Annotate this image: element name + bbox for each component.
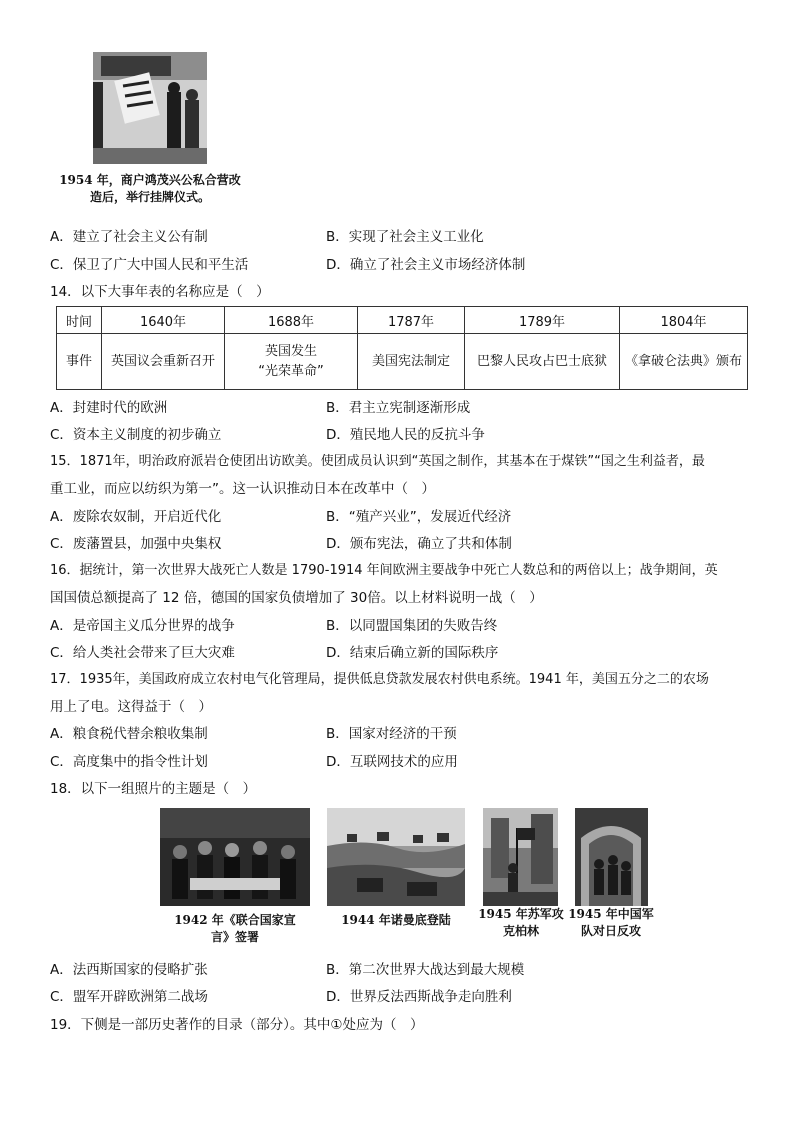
- q19-stem: 19．下侧是一部历史著作的目录（部分）。其中①处应为（ ）: [50, 1017, 424, 1033]
- q15-option-b[interactable]: B．“殖产兴业”，发展近代经济: [326, 509, 512, 525]
- q16-stem-line1: 16．据统计，第一次世界大战死亡人数是 1790-1914 年间欧洲主要战争中死亡人数总和的两倍以上；战争期间，英: [50, 563, 718, 578]
- table-year-cell: 1787年: [358, 307, 465, 334]
- q18-option-b[interactable]: B．第二次世界大战达到最大规模: [326, 962, 525, 978]
- q14-option-a[interactable]: A．封建时代的欧洲: [50, 400, 168, 416]
- q17-stem-line1: 17．1935年，美国政府成立农村电气化管理局，提供低息贷款发展农村供电系统。1941 年，美国五分之二的农场: [50, 672, 709, 687]
- q15-option-c[interactable]: C．废藩置县，加强中央集权: [50, 536, 222, 552]
- q18-option-a[interactable]: A．法西斯国家的侵略扩张: [50, 962, 208, 978]
- q14-option-b[interactable]: B．君主立宪制逐渐形成: [326, 400, 471, 416]
- q13-option-a[interactable]: A．建立了社会主义公有制: [50, 229, 208, 245]
- q13-option-b[interactable]: B．实现了社会主义工业化: [326, 229, 484, 245]
- event-timeline-table: [56, 306, 748, 390]
- q18-caption-1942: 1942 年《联合国家宣言》签署: [174, 913, 296, 944]
- q18-photo-1945-china: [575, 808, 648, 906]
- table-event-cell: 《拿破仑法典》颁布: [620, 334, 748, 390]
- table-year-cell: 1688年: [225, 307, 358, 334]
- q13-option-d[interactable]: D．确立了社会主义市场经济体制: [326, 257, 526, 273]
- table-event-cell: [225, 334, 358, 390]
- q17-option-b[interactable]: B．国家对经济的干预: [326, 726, 457, 742]
- q14-option-c[interactable]: C．资本主义制度的初步确立: [50, 427, 222, 443]
- q18-photo-1945-china-image: [575, 808, 648, 906]
- q17-option-c[interactable]: C．高度集中的指令性计划: [50, 754, 208, 770]
- q15-option-a[interactable]: A．废除农奴制，开启近代化: [50, 509, 222, 525]
- table-event-line: “光荣革命”: [258, 363, 324, 379]
- q18-option-c[interactable]: C．盟军开辟欧洲第二战场: [50, 989, 208, 1005]
- q16-option-b[interactable]: B．以同盟国集团的失败告终: [326, 618, 498, 634]
- q16-option-a[interactable]: A．是帝国主义瓜分世界的战争: [50, 618, 235, 634]
- q15-stem-line2: 重工业，而应以纺织为第一”。这一认识推动日本在改革中（ ）: [50, 481, 435, 497]
- table-event-line: 英国发生: [264, 343, 317, 359]
- q14-stem: 14．以下大事年表的名称应是（ ）: [50, 284, 270, 300]
- q14-option-d[interactable]: D．殖民地人民的反抗斗争: [326, 427, 485, 443]
- table-event-cell: 美国宪法制定: [358, 334, 465, 390]
- table-header-label: 时间: [57, 307, 102, 334]
- q16-stem-line2: 国国债总额提高了 12 倍，德国的国家负债增加了 30倍。以上材料说明一战（ ）: [50, 590, 543, 606]
- q13-photo-image: [93, 52, 207, 164]
- q18-photo-1944: [327, 808, 465, 906]
- table-year-cell: 1789年: [465, 307, 620, 334]
- q18-photo-1945-berlin: [483, 808, 558, 906]
- table-row-label: 事件: [57, 334, 102, 390]
- q18-photo-1944-image: [327, 808, 465, 906]
- q13-photo: [93, 52, 207, 164]
- q13-option-c[interactable]: C．保卫了广大中国人民和平生活: [50, 257, 249, 273]
- q18-photo-1942: [160, 808, 310, 906]
- table-year-cell: 1804年: [620, 307, 748, 334]
- q18-caption-1944: 1944 年诺曼底登陆: [341, 913, 451, 927]
- q18-photo-1942-image: [160, 808, 310, 906]
- table-row: [57, 307, 748, 334]
- q13-photo-caption: 1954 年，商户鸿茂兴公私合营改造后，举行挂牌仪式。: [59, 173, 241, 204]
- q18-photo-1945-berlin-image: [483, 808, 558, 906]
- q18-stem: 18．以下一组照片的主题是（ ）: [50, 781, 257, 797]
- q15-option-d[interactable]: D．颁布宪法，确立了共和体制: [326, 536, 512, 552]
- q17-option-d[interactable]: D．互联网技术的应用: [326, 754, 458, 770]
- q18-caption-1945-berlin: 1945 年苏军攻克柏林: [478, 907, 564, 938]
- q18-option-d[interactable]: D．世界反法西斯战争走向胜利: [326, 989, 512, 1005]
- table-event-cell: 巴黎人民攻占巴士底狱: [465, 334, 620, 390]
- q16-option-d[interactable]: D．结束后确立新的国际秩序: [326, 645, 499, 661]
- table-year-cell: 1640年: [102, 307, 225, 334]
- table-row: [57, 334, 748, 390]
- q16-option-c[interactable]: C．给人类社会带来了巨大灾难: [50, 645, 235, 661]
- table-event-cell: 英国议会重新召开: [102, 334, 225, 390]
- q18-caption-1945-china: 1945 年中国军队对日反攻: [568, 907, 654, 938]
- q17-option-a[interactable]: A．粮食税代替余粮收集制: [50, 726, 208, 742]
- q17-stem-line2: 用上了电。这得益于（ ）: [50, 699, 212, 715]
- q15-stem-line1: 15．1871年，明治政府派岩仓使团出访欧美。使团成员认识到“英国之制作，其基本在于煤铁”“国之生利益者，最: [50, 454, 705, 469]
